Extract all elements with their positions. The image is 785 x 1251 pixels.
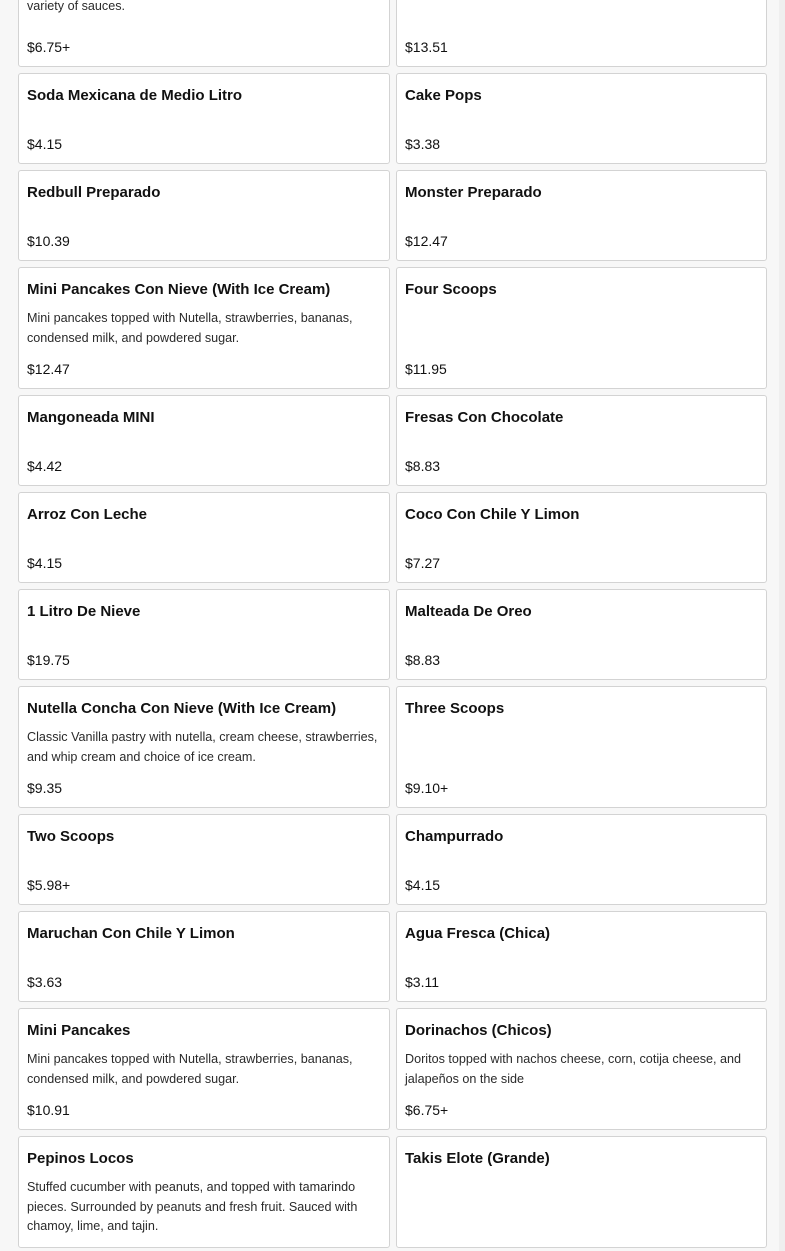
item-name: Mangoneada MINI <box>27 409 155 426</box>
item-name: Takis Elote (Grande) <box>405 1150 550 1167</box>
item-name: Redbull Preparado <box>27 184 161 201</box>
item-name: Coco Con Chile Y Limon <box>405 506 580 523</box>
item-name: Soda Mexicana de Medio Litro <box>27 87 243 104</box>
item-name: Maruchan Con Chile Y Limon <box>27 925 235 942</box>
item-name: Fresas Con Chocolate <box>405 409 564 426</box>
item-name: Monster Preparado <box>405 184 542 201</box>
item-price: $3.63 <box>27 974 63 990</box>
item-price: $8.83 <box>405 458 441 474</box>
item-name: Dorinachos (Chicos) <box>405 1022 552 1039</box>
menu-item-card[interactable] <box>396 492 767 583</box>
menu-item-card[interactable] <box>18 170 390 261</box>
item-price: $4.15 <box>27 136 63 152</box>
menu-item-card[interactable] <box>396 73 767 164</box>
item-price: $4.15 <box>405 877 441 893</box>
item-description: Stuffed cucumber with peanuts, and topped with tamarindo pieces. Surrounded by peanuts and fresh fruit. Sauced with chamoy, lime, and tajin. <box>27 1180 358 1233</box>
item-name: Agua Fresca (Chica) <box>405 925 551 942</box>
menu-item-card[interactable] <box>396 267 767 389</box>
item-price: $13.51 <box>405 39 448 55</box>
menu-item-card[interactable] <box>18 0 390 67</box>
menu-item-card[interactable] <box>18 395 390 486</box>
menu-item-card[interactable] <box>396 1136 767 1248</box>
item-description: Mini pancakes topped with Nutella, strawberries, bananas, condensed milk, and powdered sugar. <box>27 311 353 345</box>
menu-item-card[interactable] <box>18 73 390 164</box>
item-name: Mini Pancakes Con Nieve (With Ice Cream) <box>27 281 331 298</box>
item-price: $19.75 <box>27 652 70 668</box>
item-price: $6.75+ <box>405 1102 449 1118</box>
menu-item-card[interactable] <box>18 589 390 680</box>
menu-item-card[interactable] <box>396 1008 767 1130</box>
menu-item-card[interactable] <box>18 1008 390 1130</box>
menu-item-card[interactable] <box>18 814 390 905</box>
item-price: $3.11 <box>405 974 439 990</box>
menu-item-card[interactable] <box>396 589 767 680</box>
menu-item-card[interactable] <box>396 170 767 261</box>
item-price: $12.47 <box>405 233 448 249</box>
item-price: $12.47 <box>27 361 70 377</box>
item-price: $7.27 <box>405 555 441 571</box>
menu-item-card[interactable] <box>18 492 390 583</box>
item-name: Champurrado <box>405 828 504 845</box>
menu-item-card[interactable] <box>396 686 767 808</box>
item-price: $10.39 <box>27 233 70 249</box>
item-name: Mini Pancakes <box>27 1022 131 1039</box>
menu-grid <box>18 0 767 1248</box>
item-price: $3.38 <box>405 136 441 152</box>
item-description: variety of sauces. <box>27 0 125 13</box>
item-price: $11.95 <box>405 361 447 377</box>
item-name: Four Scoops <box>405 281 497 298</box>
menu-item-card[interactable] <box>396 814 767 905</box>
item-price: $10.91 <box>27 1102 70 1118</box>
menu-item-card[interactable] <box>18 686 390 808</box>
item-price: $6.75+ <box>27 39 71 55</box>
item-name: Three Scoops <box>405 700 505 717</box>
item-description: Doritos topped with nachos cheese, corn, cotija cheese, and jalapeños on the side <box>405 1052 742 1086</box>
item-description: Mini pancakes topped with Nutella, strawberries, bananas, condensed milk, and powdered sugar. <box>27 1052 353 1086</box>
item-price: $5.98+ <box>27 877 71 893</box>
item-name: 1 Litro De Nieve <box>27 603 141 620</box>
item-price: $4.42 <box>27 458 63 474</box>
item-price: $9.10+ <box>405 780 449 796</box>
menu-item-card[interactable] <box>18 267 390 389</box>
item-name: Pepinos Locos <box>27 1150 134 1167</box>
item-price: $9.35 <box>27 780 63 796</box>
page-scrollbar[interactable] <box>779 0 785 1251</box>
item-price: $8.83 <box>405 652 441 668</box>
item-name: Two Scoops <box>27 828 115 845</box>
item-name: Cake Pops <box>405 87 482 104</box>
menu-item-card[interactable] <box>396 0 767 67</box>
menu-item-card[interactable] <box>18 911 390 1002</box>
menu-item-card[interactable] <box>396 395 767 486</box>
item-name: Nutella Concha Con Nieve (With Ice Cream) <box>27 700 337 717</box>
menu-item-card[interactable] <box>396 911 767 1002</box>
item-name: Arroz Con Leche <box>27 506 148 523</box>
item-description: Classic Vanilla pastry with nutella, cream cheese, strawberries, and whip cream and choice of ice cream. <box>27 730 378 764</box>
item-name: Malteada De Oreo <box>405 603 532 620</box>
item-price: $4.15 <box>27 555 63 571</box>
menu-item-card[interactable] <box>18 1136 390 1248</box>
